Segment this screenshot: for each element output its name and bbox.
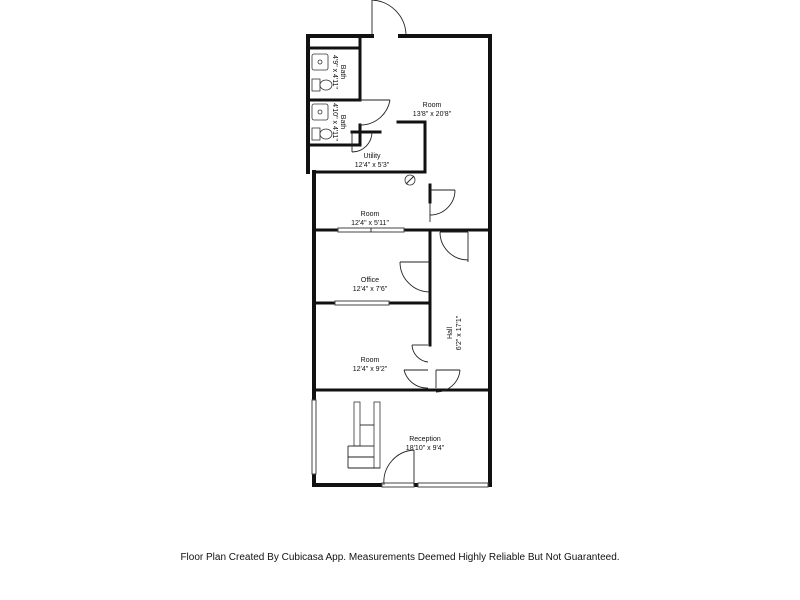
toilet-icon bbox=[312, 79, 332, 91]
svg-text:4'10" x 4'11": 4'10" x 4'11" bbox=[331, 103, 338, 141]
svg-text:12'4" x 5'11": 12'4" x 5'11" bbox=[351, 220, 389, 227]
reception-door-icon bbox=[384, 450, 414, 485]
svg-text:Reception: Reception bbox=[409, 436, 441, 443]
stairs-icon bbox=[348, 402, 380, 468]
fixtures bbox=[312, 54, 415, 468]
svg-text:12'4" x 7'6": 12'4" x 7'6" bbox=[352, 286, 388, 293]
svg-text:12'4" x 5'3": 12'4" x 5'3" bbox=[354, 162, 390, 169]
svg-text:Utility: Utility bbox=[363, 153, 381, 160]
room-label-room-large bbox=[413, 102, 452, 118]
room-lower-door-icon bbox=[404, 345, 428, 388]
svg-text:Bath: Bath bbox=[339, 114, 346, 130]
office-door-icon bbox=[400, 262, 430, 292]
svg-text:Hall: Hall bbox=[447, 326, 454, 340]
room-label-room-small bbox=[351, 211, 389, 227]
doors bbox=[352, 0, 468, 485]
room-label-room-lower bbox=[353, 357, 388, 373]
room-door-icon bbox=[430, 190, 455, 222]
svg-text:4'9" x 4'11": 4'9" x 4'11" bbox=[331, 55, 338, 89]
svg-text:6'2" x 17'1": 6'2" x 17'1" bbox=[456, 315, 463, 351]
room-label-bath-2 bbox=[331, 103, 346, 141]
room-label-hall bbox=[447, 315, 463, 350]
svg-text:Room: Room bbox=[422, 102, 442, 109]
svg-text:13'8" x 20'8": 13'8" x 20'8" bbox=[412, 111, 452, 118]
room-label-reception bbox=[406, 436, 445, 452]
svg-text:12'4" x 9'2": 12'4" x 9'2" bbox=[352, 366, 388, 373]
toilet-2-icon bbox=[312, 128, 332, 140]
room-labels bbox=[331, 55, 463, 452]
bath-door-icon bbox=[360, 100, 390, 125]
svg-text:Room: Room bbox=[360, 357, 380, 364]
sink-2-icon bbox=[312, 104, 328, 120]
entry-door-top-icon bbox=[372, 0, 406, 36]
svg-text:Bath: Bath bbox=[339, 64, 346, 80]
room-label-office bbox=[353, 277, 388, 293]
svg-text:18'10" x 9'4": 18'10" x 9'4" bbox=[405, 445, 445, 452]
room-label-bath-1 bbox=[331, 55, 346, 89]
svg-text:Office: Office bbox=[360, 277, 380, 284]
water-heater-icon bbox=[405, 175, 415, 185]
footer-disclaimer: Floor Plan Created By Cubicasa App. Measurements Deemed Highly Reliable But Not Guaranteed. bbox=[180, 552, 620, 563]
svg-text:Room: Room bbox=[360, 211, 380, 218]
hall-door-icon bbox=[440, 232, 468, 262]
sink-icon bbox=[312, 54, 328, 70]
room-label-utility bbox=[355, 153, 390, 169]
bath-door-2-icon bbox=[352, 132, 372, 152]
